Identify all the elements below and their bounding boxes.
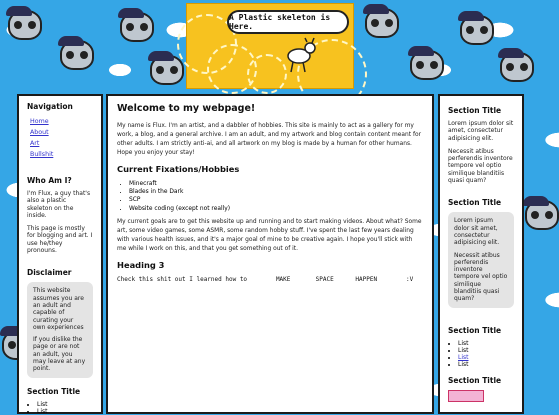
list-item: • List bbox=[458, 361, 514, 368]
section-box bbox=[448, 212, 514, 307]
skeleton-creature-icon bbox=[283, 38, 317, 74]
heading-3: Heading 3 bbox=[117, 259, 165, 270]
skull-sticker-icon bbox=[365, 8, 399, 38]
section-title: Section Title bbox=[27, 386, 81, 396]
section-title: Section Title bbox=[448, 375, 502, 385]
who-am-i-text: I'm Flux, a guy that's also a plastic skeleton on the inside. bbox=[27, 190, 91, 219]
skull-sticker-icon bbox=[500, 52, 534, 82]
monospace-text: Check this shit out I learned how to MAKE SPACE HAPPEN :V bbox=[117, 275, 414, 283]
skull-sticker-icon bbox=[60, 40, 94, 70]
section-text: Lorem ipsum dolor sit amet, consectetur adipisicing elit. bbox=[448, 120, 514, 142]
site-button-badge[interactable] bbox=[448, 390, 484, 402]
section-text: Necessit atibus perferendis inventore tempore vel optio similique blanditiis quasi quam? bbox=[448, 147, 513, 185]
main-content bbox=[106, 94, 434, 414]
skull-sticker-icon bbox=[8, 10, 42, 40]
banner-speech-bubble: A Plastic skeleton is Here. bbox=[227, 10, 349, 34]
list-item: • Blades in the Dark bbox=[129, 188, 423, 196]
right-section bbox=[448, 106, 514, 184]
nav-link-bullshit[interactable]: Bullshit bbox=[30, 151, 54, 158]
fixations-list bbox=[117, 180, 423, 214]
section-text: Necessit atibus perferendis inventore tempore vel optio similique blanditiis quasi quam? bbox=[454, 251, 508, 303]
nav-link-about[interactable]: About bbox=[30, 129, 49, 136]
list-link[interactable]: List bbox=[458, 353, 469, 361]
list-item: • Minecraft bbox=[129, 180, 423, 188]
section-title: Section Title bbox=[448, 106, 502, 115]
list-item: • SCP bbox=[129, 196, 423, 204]
section-list bbox=[27, 401, 93, 415]
section-list bbox=[448, 340, 514, 368]
list-item: • List bbox=[458, 347, 514, 354]
list-item: • List bbox=[458, 340, 514, 347]
list-item: • List bbox=[37, 401, 93, 408]
who-am-i-heading: Who Am I? bbox=[27, 176, 72, 185]
right-sidebar bbox=[438, 94, 524, 414]
site-banner bbox=[186, 3, 354, 89]
navigation-heading: Navigation bbox=[27, 102, 73, 111]
skull-sticker-icon bbox=[150, 55, 184, 85]
disclaimer-text: This website assumes you are an adult and capable of curating your own experiences bbox=[33, 287, 84, 331]
disclaimer-heading: Disclaimer bbox=[27, 268, 72, 278]
navigation-list bbox=[27, 116, 93, 160]
disclaimer-box bbox=[27, 282, 93, 377]
disclaimer-text: If you dislike the page or are not an adult, you may leave at any point. bbox=[33, 336, 86, 373]
skull-sticker-icon bbox=[460, 15, 494, 45]
fixations-heading: Current Fixations/Hobbies bbox=[117, 163, 240, 174]
page-title: Welcome to my webpage! bbox=[117, 103, 256, 114]
who-am-i-text: This page is mostly for blogging and art. I use he/they pronouns. bbox=[27, 225, 93, 255]
section-title: Section Title bbox=[448, 325, 502, 335]
section-text: Lorem ipsum dolor sit amet, consectetur adipisicing elit. bbox=[454, 217, 500, 247]
intro-paragraph: My name is Flux. I'm an artist, and a dabbler of hobbies. This site is mainly to act as a gallery for my work, a blog, and a general archive. I am an adult, and my artwork and blog contain content meant for other adults. I am strictly anti-ai, and all artwork on my blog is made by a human for other humans. Hope you enjoy your stay! bbox=[117, 123, 422, 156]
nav-link-home[interactable]: Home bbox=[30, 118, 49, 125]
skull-sticker-icon bbox=[120, 12, 154, 42]
skull-sticker-icon bbox=[410, 50, 444, 80]
left-sidebar bbox=[17, 94, 103, 414]
section-title: Section Title bbox=[448, 198, 502, 208]
nav-link-art[interactable]: Art bbox=[30, 140, 40, 147]
goals-paragraph: My current goals are to get this website up and running and to start making videos. About what? Some art, some video games, some ASMR, some random hobby stuff. I've spent the last few years dealing with various health issues, and it's a major goal of mine to be creative again. I hope you'll stick with me while I work on this, and that you get something out of it. bbox=[117, 219, 422, 252]
skull-sticker-icon bbox=[525, 200, 559, 230]
list-item: • Website coding (except not really) bbox=[129, 205, 423, 213]
list-item: • List bbox=[37, 408, 93, 415]
